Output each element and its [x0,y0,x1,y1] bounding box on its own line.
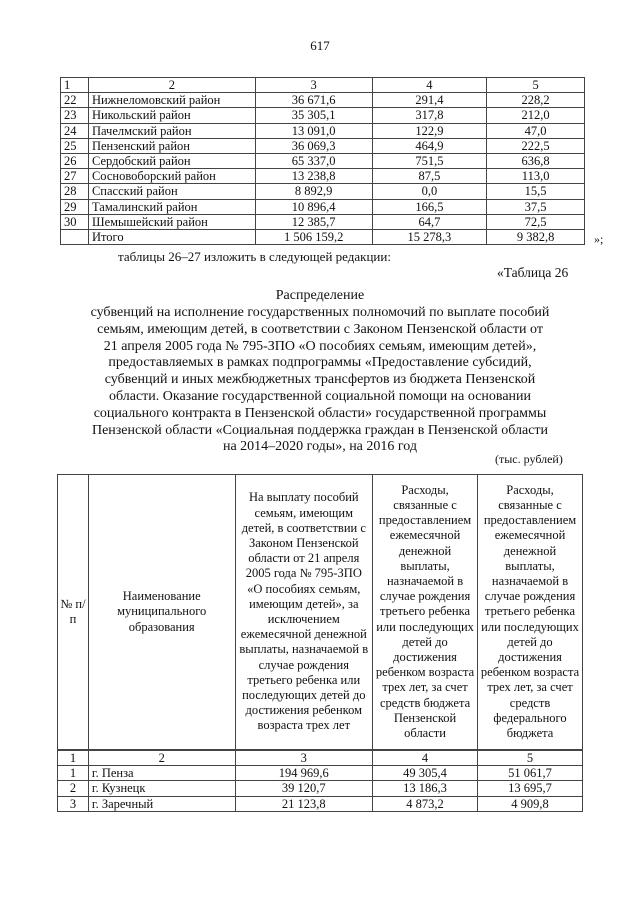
value-col4: 464,9 [372,138,487,153]
table-row [61,93,585,108]
column-header: Наименование муниципального образования [88,475,235,751]
column-number: 1 [61,78,89,93]
subtitle-line: Пензенской области «Социальная поддержка граждан в Пензенской области [91,422,549,438]
document-subtitle [70,305,570,456]
units-note: (тыс. рублей) [495,452,563,466]
column-number: 4 [373,750,478,766]
row-number: 24 [61,123,89,138]
municipality-name: г. Пенза [88,766,235,781]
value-col4: 291,4 [372,93,487,108]
value-col3: 36 671,6 [255,93,372,108]
row-number: 30 [61,214,89,229]
column-number: 5 [487,78,585,93]
value-col3: 12 385,7 [255,214,372,229]
value-col4: 4 873,2 [373,796,478,811]
row-number: 29 [61,199,89,214]
value-col4: 64,7 [372,214,487,229]
distribution-table [57,474,583,812]
row-number: 27 [61,169,89,184]
district-name: Шемышейский район [88,214,255,229]
district-name: Пачелмский район [88,123,255,138]
value-col5: 113,0 [487,169,585,184]
closing-quote: »; [594,232,604,246]
value-col5: 9 382,8 [487,229,585,244]
table-row [61,123,585,138]
value-col3: 65 337,0 [255,153,372,168]
value-col5: 15,5 [487,184,585,199]
subtitle-line: социального контракта в Пензенской области» государственной программы [93,405,547,421]
value-col3: 13 091,0 [255,123,372,138]
municipality-name: г. Заречный [88,796,235,811]
value-col5: 222,5 [487,138,585,153]
column-header: Расходы, связанные с предоставлением ежемесячной денежной выплаты, назначаемой в случае рождения третьего ребенка или последующих детей до достижения ребенком возраста трех лет, за счет средств федерального бюджета [478,475,583,751]
instruction-text: таблицы 26–27 изложить в следующей редакции: [118,249,391,264]
row-number: 25 [61,138,89,153]
row-number: 1 [58,766,89,781]
row-number: 28 [61,184,89,199]
row-number: 2 [58,781,89,796]
table-row [61,229,585,244]
district-name: Сердобский район [88,153,255,168]
district-name: Спасский район [88,184,255,199]
table-row [58,766,583,781]
district-name: Сосновоборский район [88,169,255,184]
value-col4: 122,9 [372,123,487,138]
value-col5: 47,0 [487,123,585,138]
numbering-row [58,750,583,766]
table-row [61,169,585,184]
header-row [61,78,585,93]
subtitle-line: на 2014–2020 годы», на 2016 год [222,439,418,455]
district-name: Итого [88,229,255,244]
value-col5: 13 695,7 [478,781,583,796]
subtitle-line: предоставляемых в рамках подпрограммы «Предоставление субсидий, [108,355,532,371]
table-row [61,214,585,229]
column-number: 2 [88,750,235,766]
column-number: 3 [235,750,373,766]
column-header-row [58,475,583,751]
column-header: Расходы, связанные с предоставлением ежемесячной денежной выплаты, назначаемой в случае рождения третьего ребенка или последующих детей до достижения ребенком возраста трех лет, за счет средств бюджета Пензенской области [373,475,478,751]
value-col4: 15 278,3 [372,229,487,244]
table-row [61,138,585,153]
value-col4: 87,5 [372,169,487,184]
column-number: 3 [255,78,372,93]
value-col4: 49 305,4 [373,766,478,781]
value-col5: 72,5 [487,214,585,229]
column-number: 4 [372,78,487,93]
municipality-name: г. Кузнецк [88,781,235,796]
table-row [58,781,583,796]
column-number: 5 [478,750,583,766]
column-number: 1 [58,750,89,766]
row-number: 26 [61,153,89,168]
row-number: 22 [61,93,89,108]
value-col5: 228,2 [487,93,585,108]
value-col3: 35 305,1 [255,108,372,123]
column-number: 2 [88,78,255,93]
value-col3: 10 896,4 [255,199,372,214]
table-label: «Таблица 26 [497,265,569,280]
value-col3: 39 120,7 [235,781,373,796]
row-number: 3 [58,796,89,811]
value-col5: 51 061,7 [478,766,583,781]
column-header: № п/п [58,475,89,751]
value-col5: 4 909,8 [478,796,583,811]
value-col3: 36 069,3 [255,138,372,153]
value-col4: 0,0 [372,184,487,199]
district-name: Тамалинский район [88,199,255,214]
district-table [60,77,585,245]
subtitle-line: 21 апреля 2005 года № 795-ЗПО «О пособиях семьям, имеющим детей», [103,338,537,354]
value-col4: 166,5 [372,199,487,214]
value-col3: 8 892,9 [255,184,372,199]
district-name: Пензенский район [88,138,255,153]
row-number [61,229,89,244]
value-col3: 21 123,8 [235,796,373,811]
table-row [61,153,585,168]
value-col3: 194 969,6 [235,766,373,781]
value-col5: 37,5 [487,199,585,214]
table-row [61,184,585,199]
document-title: Распределение [275,288,365,303]
value-col5: 212,0 [487,108,585,123]
district-name: Никольский район [88,108,255,123]
table-row [61,199,585,214]
subtitle-line: области. Оказание государственной социальной помощи на основании [108,388,532,404]
district-name: Нижнеломовский район [88,93,255,108]
column-header: На выплату пособий семьям, имеющим детей, в соответствии с Законом Пензенской области от 21 апреля 2005 года № 795-ЗПО «О пособиях семьям, имеющим детей», за исключением ежемесячной денежной выплаты, назначаемой в случае рождения третьего ребенка или последующих детей до достижения ребенком возраста трех лет [235,475,373,751]
subtitle-line: семьям, имеющим детей, в соответствии с Законом Пензенской области от [97,321,543,337]
value-col4: 317,8 [372,108,487,123]
value-col5: 636,8 [487,153,585,168]
subtitle-line: субвенций и иных межбюджетных трансфертов из бюджета Пензенской [104,372,536,388]
row-number: 23 [61,108,89,123]
value-col3: 13 238,8 [255,169,372,184]
table-row [58,796,583,811]
value-col4: 13 186,3 [373,781,478,796]
page-number: 617 [310,38,330,53]
subtitle-line: субвенций на исполнение государственных полномочий по выплате пособий [90,305,550,320]
value-col3: 1 506 159,2 [255,229,372,244]
value-col4: 751,5 [372,153,487,168]
table-row [61,108,585,123]
